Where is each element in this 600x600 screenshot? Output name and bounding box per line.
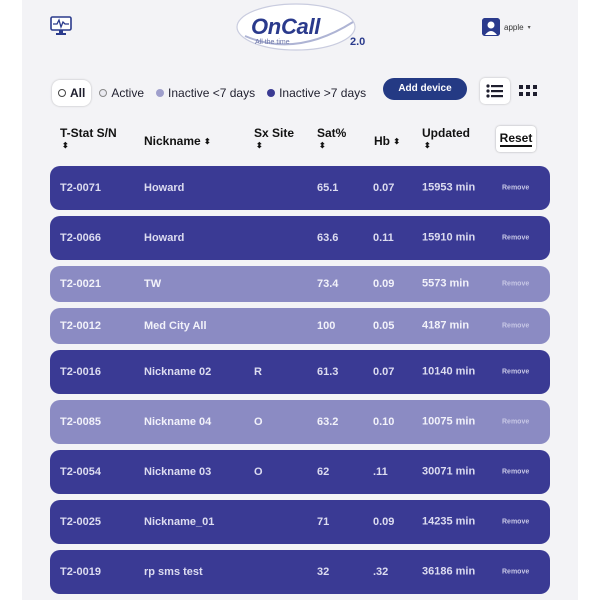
- remove-button[interactable]: Remove: [502, 518, 530, 526]
- cell-sat: 62: [317, 466, 330, 478]
- cell-nickname: Nickname 04: [144, 416, 212, 428]
- cell-sat: 73.4: [317, 278, 339, 290]
- cell-nickname: Med City All: [144, 320, 207, 332]
- cell-serial: T2-0012: [60, 320, 101, 332]
- cell-updated: 10140 min: [422, 365, 476, 378]
- table-row[interactable]: [50, 216, 550, 260]
- cell-updated: 10075 min: [422, 415, 476, 428]
- filter-inactive-under-7-label: Inactive <7 days: [168, 86, 256, 100]
- cell-serial: T2-0025: [60, 516, 101, 528]
- oncall-logo: [235, 2, 357, 52]
- sort-icon: ⬍: [204, 136, 211, 146]
- status-filter-group: [52, 80, 378, 106]
- radio-icon: [267, 89, 275, 97]
- left-margin: [0, 0, 22, 600]
- sort-icon: ⬍: [256, 141, 263, 150]
- filter-inactive-under-7[interactable]: [156, 80, 255, 106]
- cell-updated: 4187 min: [422, 319, 470, 332]
- cell-serial: T2-0071: [60, 182, 101, 194]
- avatar-icon: [482, 18, 500, 36]
- cell-updated: 14235 min: [422, 515, 476, 528]
- cell-site: R: [254, 366, 262, 378]
- cell-hb: 0.05: [373, 320, 395, 332]
- cell-serial: T2-0021: [60, 278, 101, 290]
- cell-nickname: Howard: [144, 182, 185, 194]
- table-row[interactable]: [50, 308, 550, 344]
- column-header-sn[interactable]: [60, 126, 117, 150]
- column-header-site-label: Sx Site: [254, 126, 295, 140]
- device-table: [50, 166, 550, 600]
- cell-nickname: Nickname 03: [144, 466, 212, 478]
- column-header-sat-label: Sat%: [317, 126, 347, 140]
- cell-nickname: TW: [144, 278, 162, 290]
- cell-serial: T2-0066: [60, 232, 101, 244]
- cell-sat: 63.6: [317, 232, 339, 244]
- chevron-down-icon: ▾: [527, 24, 531, 31]
- remove-button[interactable]: Remove: [502, 418, 530, 426]
- column-header-hb[interactable]: [374, 134, 400, 148]
- cell-hb: 0.07: [373, 366, 395, 378]
- cell-serial: T2-0019: [60, 566, 101, 578]
- cell-site: O: [254, 416, 263, 428]
- radio-icon: [99, 89, 107, 97]
- filter-all-label: All: [70, 86, 86, 100]
- grid-view-icon[interactable]: [518, 82, 538, 100]
- remove-button[interactable]: Remove: [502, 368, 530, 376]
- filter-inactive-over-7-label: Inactive >7 days: [279, 86, 367, 100]
- cell-nickname: Nickname_01: [144, 516, 215, 528]
- cell-serial: T2-0016: [60, 366, 101, 378]
- table-row[interactable]: [50, 550, 550, 594]
- logo-name: OnCall: [251, 14, 321, 39]
- cell-hb: 0.09: [373, 278, 395, 290]
- table-row[interactable]: [50, 500, 550, 544]
- radio-icon: [156, 89, 164, 97]
- cell-nickname: rp sms test: [144, 566, 203, 578]
- app-window: [22, 0, 578, 600]
- filter-all[interactable]: [52, 80, 91, 106]
- column-header-updated-label: Updated: [422, 126, 470, 140]
- cell-updated: 5573 min: [422, 277, 470, 290]
- column-header-sn-label: T-Stat S/N: [60, 126, 117, 140]
- remove-button[interactable]: Remove: [502, 234, 530, 242]
- sort-icon: ⬍: [62, 141, 69, 150]
- reset-button[interactable]: [496, 126, 536, 152]
- cell-updated: 30071 min: [422, 465, 476, 478]
- cell-hb: .11: [373, 466, 388, 478]
- table-row[interactable]: [50, 400, 550, 444]
- cell-sat: 32: [317, 566, 330, 578]
- column-header-nickname[interactable]: [144, 134, 211, 148]
- list-view-icon[interactable]: [480, 78, 510, 104]
- column-header-site[interactable]: [254, 126, 294, 150]
- cell-sat: 100: [317, 320, 336, 332]
- filter-active[interactable]: [99, 80, 144, 106]
- header: [22, 0, 578, 56]
- column-header-nickname-label: Nickname: [144, 134, 201, 148]
- cell-sat: 65.1: [317, 182, 339, 194]
- remove-button[interactable]: Remove: [502, 468, 530, 476]
- user-menu[interactable]: [482, 18, 531, 36]
- radio-icon: [58, 89, 66, 97]
- filter-active-label: Active: [111, 86, 145, 100]
- user-name: apple: [504, 22, 524, 32]
- cell-hb: .32: [373, 566, 389, 578]
- remove-button[interactable]: Remove: [502, 568, 530, 576]
- filter-inactive-over-7[interactable]: [267, 80, 366, 106]
- remove-button[interactable]: Remove: [502, 184, 530, 192]
- cell-hb: 0.07: [373, 182, 395, 194]
- reset-button-label: Reset: [499, 131, 533, 145]
- logo-tagline: All the time: [255, 39, 290, 46]
- cell-sat: 63.2: [317, 416, 339, 428]
- table-row[interactable]: [50, 350, 550, 394]
- cell-updated: 15910 min: [422, 231, 476, 244]
- cell-updated: 15953 min: [422, 181, 476, 194]
- cell-sat: 61.3: [317, 366, 339, 378]
- table-row[interactable]: [50, 166, 550, 210]
- cell-hb: 0.10: [373, 416, 395, 428]
- cell-nickname: Nickname 02: [144, 366, 212, 378]
- column-header-sat[interactable]: [317, 126, 346, 150]
- monitor-icon[interactable]: [50, 16, 72, 36]
- cell-nickname: Howard: [144, 232, 185, 244]
- sort-icon: ⬍: [424, 141, 431, 150]
- sort-icon: ⬍: [319, 141, 326, 150]
- table-row[interactable]: [50, 450, 550, 494]
- cell-hb: 0.11: [373, 232, 394, 244]
- remove-button[interactable]: Remove: [502, 280, 530, 288]
- add-device-button[interactable]: Add device: [383, 78, 467, 100]
- cell-site: O: [254, 466, 263, 478]
- cell-hb: 0.09: [373, 516, 395, 528]
- remove-button[interactable]: Remove: [502, 322, 530, 330]
- cell-serial: T2-0085: [60, 416, 101, 428]
- cell-updated: 36186 min: [422, 565, 476, 578]
- sort-icon: ⬍: [393, 136, 401, 146]
- right-margin: [578, 0, 600, 600]
- cell-sat: 71: [317, 516, 330, 528]
- table-row[interactable]: [50, 266, 550, 302]
- column-header-hb-label: Hb: [374, 134, 390, 148]
- app-version: 2.0: [350, 36, 366, 48]
- column-header-updated[interactable]: [422, 126, 470, 150]
- cell-serial: T2-0054: [60, 466, 101, 478]
